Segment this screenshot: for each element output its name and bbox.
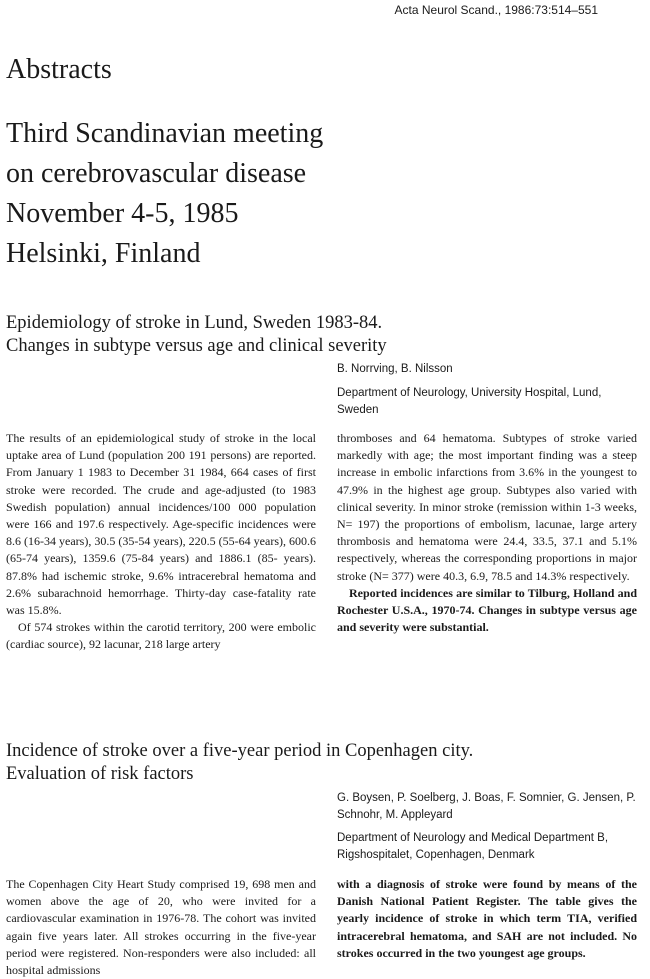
abstract-2-title-line: Incidence of stroke over a five-year period in Copenhagen city. [6, 741, 474, 761]
abstract-1-paragraph: Of 574 strokes within the carotid territory, 200 were embolic (cardiac source), 92 lacunar, 218 large artery [6, 620, 316, 652]
meeting-title-line: November 4-5, 1985 [6, 198, 239, 229]
meeting-title-line: Third Scandinavian meeting [6, 118, 324, 149]
abstract-1-affiliation: Department of Neurology, University Hospital, Lund, Sweden [337, 387, 602, 416]
abstract-2-title-line: Evaluation of risk factors [6, 764, 194, 784]
meeting-title-line: Helsinki, Finland [6, 238, 201, 269]
abstract-2-title [6, 740, 626, 786]
abstract-1-title-line: Epidemiology of stroke in Lund, Sweden 1983-84. [6, 313, 383, 333]
section-heading: Abstracts [6, 54, 112, 85]
abstract-2-authors: G. Boysen, P. Soelberg, J. Boas, F. Somnier, G. Jensen, P. Schnohr, M. Appleyard [337, 792, 636, 821]
abstract-1-paragraph: The results of an epidemiological study of stroke in the local uptake area of Lund (population 200 191 persons) are reported. From January 1 1983 to December 31 1984, 664 cases of first stroke were recorded. The crude and age-adjusted (to 1983 Swedish population) annual incidences/100 000 population were 166 and 197.6 respectively. Age-specific incidences were 8.6 (16-34 years), 30.5 (35-54 years), 220.5 (55-64 years), 600.6 (65-74 years), 1359.6 (75-84 years) and 1886.1 (85- years). 87.8% had ischemic stroke, 9.6% intracerebral hematoma and 2.6% subarachnoid hemorrhage. Thirty-day case-fatality rate was 15.8%. [6, 431, 316, 618]
abstract-2-paragraph: The Copenhagen City Heart Study comprised 19, 698 men and women above the age of 20, who were invited for a cardiovascular examination in 1976-78. The cohort was invited again five years later. All strokes occurring in the five-year period were registered. Non-responders were also included: all hospital admissions [6, 877, 316, 978]
journal-reference: Acta Neurol Scand., 1986:73:514–551 [394, 3, 598, 17]
abstract-2-affiliation: Department of Neurology and Medical Department B, Rigshospitalet, Copenhagen, Denmark [337, 832, 609, 861]
meeting-title-line: on cerebrovascular disease [6, 158, 307, 189]
abstract-1-right-column [337, 430, 637, 636]
abstract-1-paragraph: Reported incidences are similar to Tilburg, Holland and Rochester U.S.A., 1970-74. Changes in subtype versus age and severity were substantial. [337, 585, 637, 635]
abstract-1-title-line: Changes in subtype versus age and clinical severity [6, 336, 387, 356]
meeting-title [6, 114, 456, 274]
abstract-1-paragraph: thromboses and 64 hematoma. Subtypes of stroke varied markedly with age; the most important finding was a steep increase in embolic infarctions from 3.6% in the youngest to 47.9% in the highest age group. Subtypes also varied with clinical severity. In minor stroke (remission within 1-3 weeks, N= 197) the proportions of embolism, lacunae, large artery thrombosis and hematoma were 24.4, 33.5, 37.1 and 5.1% respectively, whereas the corresponding proportions in major stroke (N= 377) were 40.3, 6.9, 78.5 and 14.3% respectively. [337, 431, 637, 583]
abstract-2-right-column [337, 876, 637, 962]
abstract-1-authors: B. Norrving, B. Nilsson [337, 363, 453, 375]
abstract-2-paragraph: with a diagnosis of stroke were found by means of the Danish National Patient Register. The table gives the yearly incidence of stroke in which term TIA, verified intracerebral hematoma, and SAH are not included. No strokes occurred in the two youngest age groups. [337, 877, 637, 960]
abstract-1-title [6, 312, 626, 358]
abstract-1-left-column [6, 430, 316, 654]
abstract-2-left-column [6, 876, 316, 979]
